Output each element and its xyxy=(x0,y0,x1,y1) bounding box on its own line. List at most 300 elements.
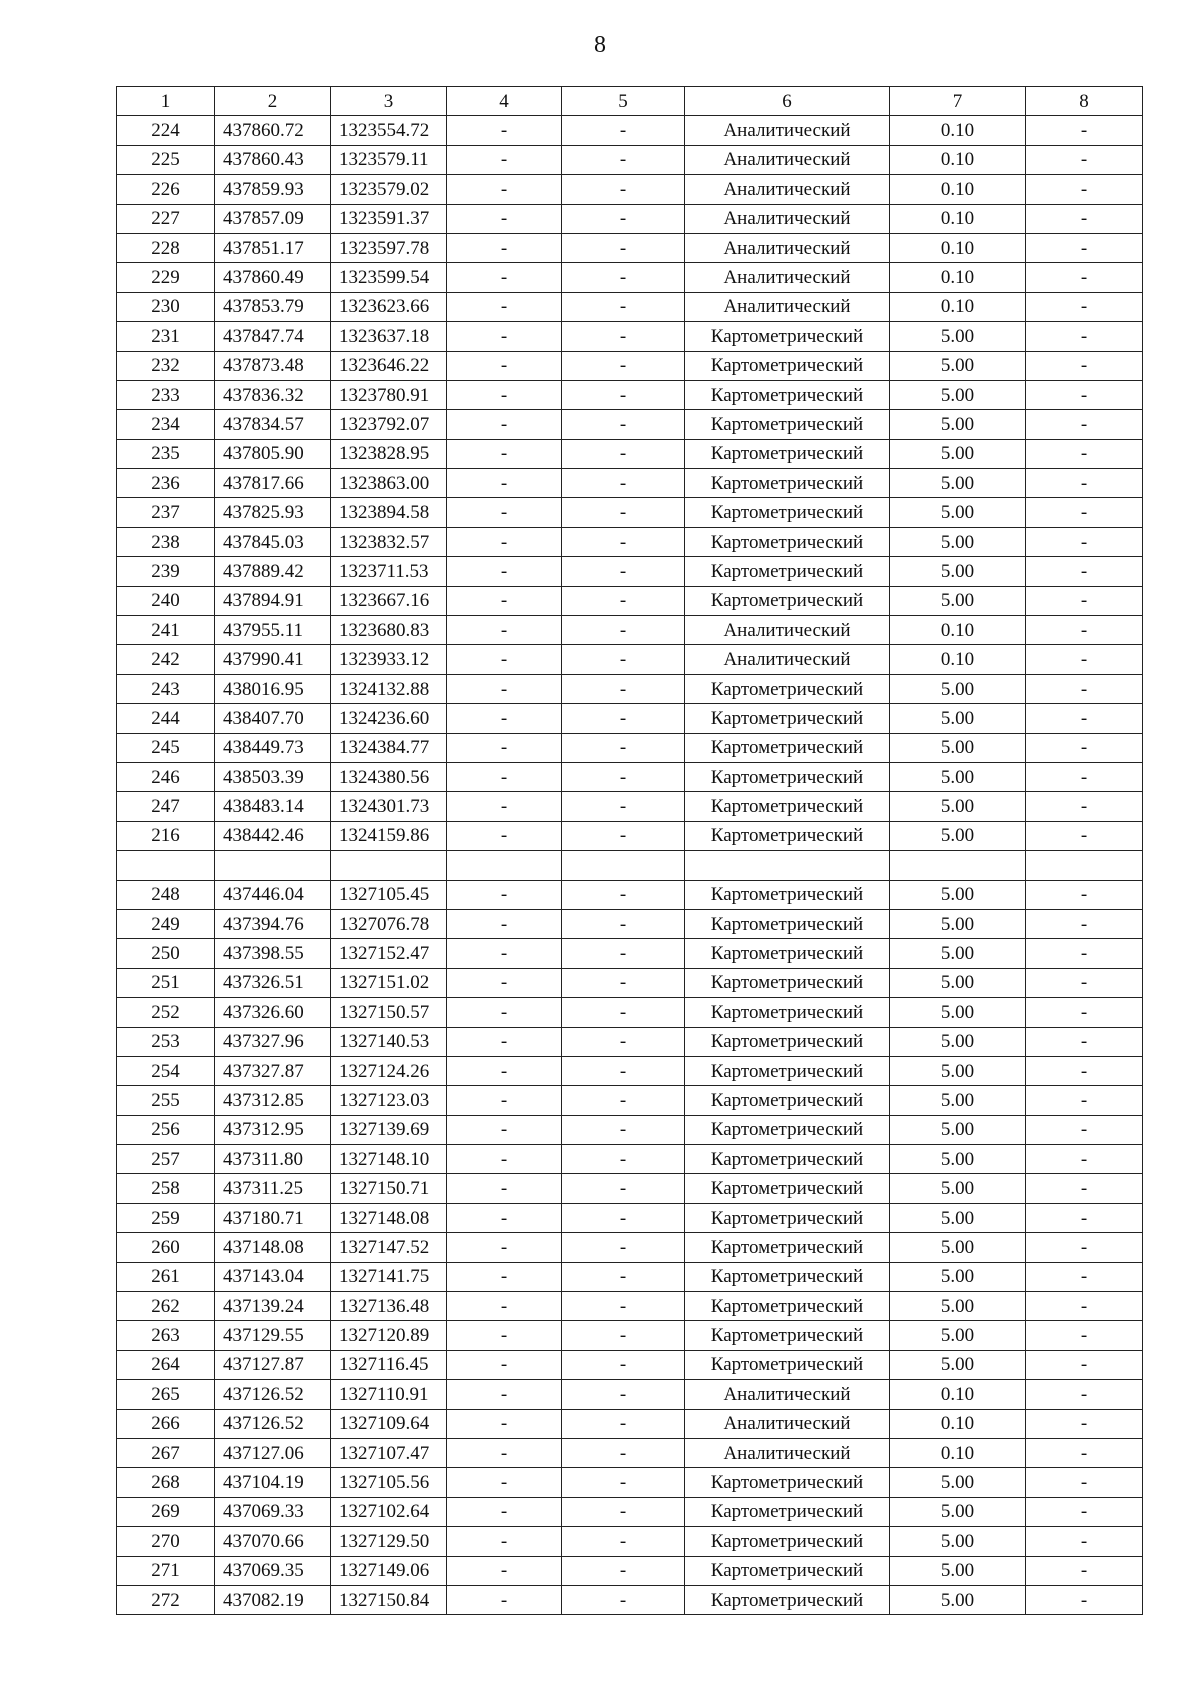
y-coordinate-cell: 1327151.02 xyxy=(331,968,447,997)
col5-value-cell: - xyxy=(562,175,685,204)
col5-value-cell: - xyxy=(562,733,685,762)
y-coordinate-cell: 1324132.88 xyxy=(331,674,447,703)
method-cell: Аналитический xyxy=(685,175,890,204)
x-coordinate-cell: 437860.72 xyxy=(215,116,331,145)
accuracy-cell: 5.00 xyxy=(890,1086,1026,1115)
y-coordinate-cell: 1327107.47 xyxy=(331,1438,447,1467)
col8-value-cell: - xyxy=(1026,380,1143,409)
col5-value-cell: - xyxy=(562,410,685,439)
y-coordinate-cell: 1327152.47 xyxy=(331,939,447,968)
method-cell: Картометрический xyxy=(685,1292,890,1321)
header-cell: 1 xyxy=(117,87,215,116)
table-row xyxy=(117,410,1143,439)
table-row xyxy=(117,733,1143,762)
accuracy-cell: 5.00 xyxy=(890,1027,1026,1056)
x-coordinate-cell: 437805.90 xyxy=(215,439,331,468)
x-coordinate-cell: 437825.93 xyxy=(215,498,331,527)
point-number-cell: 258 xyxy=(117,1174,215,1203)
point-number-cell: 255 xyxy=(117,1086,215,1115)
col4-value-cell: - xyxy=(447,1115,562,1144)
col5-value-cell: - xyxy=(562,439,685,468)
col8-value-cell xyxy=(1026,851,1143,880)
accuracy-cell: 5.00 xyxy=(890,762,1026,791)
header-cell: 4 xyxy=(447,87,562,116)
method-cell: Картометрический xyxy=(685,792,890,821)
point-number-cell: 229 xyxy=(117,263,215,292)
col4-value-cell xyxy=(447,851,562,880)
x-coordinate-cell: 437148.08 xyxy=(215,1233,331,1262)
x-coordinate-cell: 437853.79 xyxy=(215,292,331,321)
col5-value-cell: - xyxy=(562,1145,685,1174)
x-coordinate-cell: 437070.66 xyxy=(215,1527,331,1556)
method-cell: Картометрический xyxy=(685,1321,890,1350)
col8-value-cell: - xyxy=(1026,762,1143,791)
col4-value-cell: - xyxy=(447,1086,562,1115)
col4-value-cell: - xyxy=(447,704,562,733)
accuracy-cell: 5.00 xyxy=(890,322,1026,351)
point-number-cell: 234 xyxy=(117,410,215,439)
col4-value-cell: - xyxy=(447,998,562,1027)
col5-value-cell: - xyxy=(562,145,685,174)
accuracy-cell: 5.00 xyxy=(890,557,1026,586)
accuracy-cell: 5.00 xyxy=(890,1527,1026,1556)
col8-value-cell: - xyxy=(1026,1468,1143,1497)
col4-value-cell: - xyxy=(447,1409,562,1438)
method-cell: Картометрический xyxy=(685,351,890,380)
col8-value-cell: - xyxy=(1026,1056,1143,1085)
col5-value-cell: - xyxy=(562,1027,685,1056)
col5-value-cell: - xyxy=(562,968,685,997)
y-coordinate-cell: 1327140.53 xyxy=(331,1027,447,1056)
x-coordinate-cell: 438016.95 xyxy=(215,674,331,703)
point-number-cell: 225 xyxy=(117,145,215,174)
y-coordinate-cell: 1324159.86 xyxy=(331,821,447,850)
col5-value-cell: - xyxy=(562,380,685,409)
x-coordinate-cell: 437069.33 xyxy=(215,1497,331,1526)
method-cell: Картометрический xyxy=(685,1350,890,1379)
coordinates-table xyxy=(116,86,1143,1615)
point-number-cell xyxy=(117,851,215,880)
y-coordinate-cell: 1327136.48 xyxy=(331,1292,447,1321)
col8-value-cell: - xyxy=(1026,880,1143,909)
accuracy-cell: 5.00 xyxy=(890,586,1026,615)
x-coordinate-cell: 437312.85 xyxy=(215,1086,331,1115)
col8-value-cell: - xyxy=(1026,351,1143,380)
y-coordinate-cell: 1327109.64 xyxy=(331,1409,447,1438)
col4-value-cell: - xyxy=(447,1350,562,1379)
x-coordinate-cell: 437311.25 xyxy=(215,1174,331,1203)
col4-value-cell: - xyxy=(447,498,562,527)
col4-value-cell: - xyxy=(447,792,562,821)
table-row xyxy=(117,586,1143,615)
accuracy-cell: 5.00 xyxy=(890,1497,1026,1526)
table-header xyxy=(117,87,1143,116)
y-coordinate-cell: 1327141.75 xyxy=(331,1262,447,1291)
col5-value-cell: - xyxy=(562,1203,685,1232)
accuracy-cell: 0.10 xyxy=(890,233,1026,262)
method-cell: Картометрический xyxy=(685,909,890,938)
method-cell: Картометрический xyxy=(685,1056,890,1085)
y-coordinate-cell: 1323554.72 xyxy=(331,116,447,145)
col4-value-cell: - xyxy=(447,557,562,586)
method-cell: Картометрический xyxy=(685,1262,890,1291)
accuracy-cell: 5.00 xyxy=(890,733,1026,762)
col4-value-cell: - xyxy=(447,939,562,968)
table-row xyxy=(117,1027,1143,1056)
x-coordinate-cell: 437860.49 xyxy=(215,263,331,292)
method-cell: Аналитический xyxy=(685,645,890,674)
col5-value-cell: - xyxy=(562,909,685,938)
table-row xyxy=(117,1350,1143,1379)
col5-value-cell: - xyxy=(562,1556,685,1585)
col8-value-cell: - xyxy=(1026,469,1143,498)
col5-value-cell: - xyxy=(562,674,685,703)
col5-value-cell: - xyxy=(562,1086,685,1115)
y-coordinate-cell: 1327124.26 xyxy=(331,1056,447,1085)
col8-value-cell: - xyxy=(1026,175,1143,204)
col5-value-cell: - xyxy=(562,204,685,233)
col5-value-cell: - xyxy=(562,498,685,527)
accuracy-cell: 5.00 xyxy=(890,909,1026,938)
accuracy-cell: 0.10 xyxy=(890,616,1026,645)
method-cell: Картометрический xyxy=(685,762,890,791)
accuracy-cell: 5.00 xyxy=(890,968,1026,997)
method-cell: Картометрический xyxy=(685,998,890,1027)
x-coordinate-cell: 437398.55 xyxy=(215,939,331,968)
point-number-cell: 243 xyxy=(117,674,215,703)
accuracy-cell: 5.00 xyxy=(890,1145,1026,1174)
point-number-cell: 270 xyxy=(117,1527,215,1556)
table-row xyxy=(117,939,1143,968)
col8-value-cell: - xyxy=(1026,1321,1143,1350)
point-number-cell: 230 xyxy=(117,292,215,321)
col5-value-cell: - xyxy=(562,527,685,556)
method-cell: Аналитический xyxy=(685,1438,890,1467)
col4-value-cell: - xyxy=(447,1556,562,1585)
col4-value-cell: - xyxy=(447,821,562,850)
col8-value-cell: - xyxy=(1026,439,1143,468)
method-cell: Картометрический xyxy=(685,1203,890,1232)
table-row xyxy=(117,292,1143,321)
accuracy-cell: 5.00 xyxy=(890,469,1026,498)
header-cell: 8 xyxy=(1026,87,1143,116)
col8-value-cell: - xyxy=(1026,1174,1143,1203)
accuracy-cell: 5.00 xyxy=(890,704,1026,733)
col4-value-cell: - xyxy=(447,233,562,262)
method-cell xyxy=(685,851,890,880)
col5-value-cell xyxy=(562,851,685,880)
y-coordinate-cell: 1327148.10 xyxy=(331,1145,447,1174)
x-coordinate-cell: 437327.87 xyxy=(215,1056,331,1085)
col8-value-cell: - xyxy=(1026,527,1143,556)
table-row xyxy=(117,1497,1143,1526)
x-coordinate-cell xyxy=(215,851,331,880)
x-coordinate-cell: 437894.91 xyxy=(215,586,331,615)
col5-value-cell: - xyxy=(562,1174,685,1203)
table-row xyxy=(117,1292,1143,1321)
col4-value-cell: - xyxy=(447,1380,562,1409)
table-row xyxy=(117,645,1143,674)
col8-value-cell: - xyxy=(1026,1527,1143,1556)
point-number-cell: 240 xyxy=(117,586,215,615)
accuracy-cell: 5.00 xyxy=(890,1174,1026,1203)
x-coordinate-cell: 437127.06 xyxy=(215,1438,331,1467)
method-cell: Картометрический xyxy=(685,880,890,909)
point-number-cell: 227 xyxy=(117,204,215,233)
method-cell: Картометрический xyxy=(685,527,890,556)
method-cell: Картометрический xyxy=(685,1086,890,1115)
col5-value-cell: - xyxy=(562,1262,685,1291)
point-number-cell: 261 xyxy=(117,1262,215,1291)
y-coordinate-cell: 1327139.69 xyxy=(331,1115,447,1144)
col4-value-cell: - xyxy=(447,175,562,204)
accuracy-cell: 0.10 xyxy=(890,1380,1026,1409)
method-cell: Картометрический xyxy=(685,939,890,968)
point-number-cell: 271 xyxy=(117,1556,215,1585)
point-number-cell: 252 xyxy=(117,998,215,1027)
col8-value-cell: - xyxy=(1026,792,1143,821)
accuracy-cell: 5.00 xyxy=(890,998,1026,1027)
col5-value-cell: - xyxy=(562,1321,685,1350)
y-coordinate-cell: 1327120.89 xyxy=(331,1321,447,1350)
col4-value-cell: - xyxy=(447,1056,562,1085)
col8-value-cell: - xyxy=(1026,263,1143,292)
table-row xyxy=(117,1174,1143,1203)
table-row xyxy=(117,1145,1143,1174)
x-coordinate-cell: 437082.19 xyxy=(215,1585,331,1614)
col5-value-cell: - xyxy=(562,1409,685,1438)
accuracy-cell: 0.10 xyxy=(890,145,1026,174)
point-number-cell: 259 xyxy=(117,1203,215,1232)
accuracy-cell: 0.10 xyxy=(890,175,1026,204)
y-coordinate-cell: 1323646.22 xyxy=(331,351,447,380)
col5-value-cell: - xyxy=(562,1497,685,1526)
col4-value-cell: - xyxy=(447,439,562,468)
x-coordinate-cell: 438449.73 xyxy=(215,733,331,762)
y-coordinate-cell: 1327150.57 xyxy=(331,998,447,1027)
table-row xyxy=(117,557,1143,586)
col8-value-cell: - xyxy=(1026,1027,1143,1056)
point-number-cell: 254 xyxy=(117,1056,215,1085)
method-cell: Аналитический xyxy=(685,233,890,262)
col5-value-cell: - xyxy=(562,1438,685,1467)
accuracy-cell: 5.00 xyxy=(890,380,1026,409)
method-cell: Картометрический xyxy=(685,733,890,762)
accuracy-cell: 5.00 xyxy=(890,1056,1026,1085)
col4-value-cell: - xyxy=(447,674,562,703)
table-row xyxy=(117,1527,1143,1556)
method-cell: Картометрический xyxy=(685,1585,890,1614)
method-cell: Картометрический xyxy=(685,1027,890,1056)
header-cell: 2 xyxy=(215,87,331,116)
x-coordinate-cell: 437446.04 xyxy=(215,880,331,909)
y-coordinate-cell: 1323579.02 xyxy=(331,175,447,204)
col8-value-cell: - xyxy=(1026,733,1143,762)
header-cell: 3 xyxy=(331,87,447,116)
accuracy-cell: 5.00 xyxy=(890,821,1026,850)
col5-value-cell: - xyxy=(562,998,685,1027)
header-row xyxy=(117,87,1143,116)
y-coordinate-cell: 1323667.16 xyxy=(331,586,447,615)
page-number: 8 xyxy=(594,32,606,58)
method-cell: Картометрический xyxy=(685,1174,890,1203)
y-coordinate-cell xyxy=(331,851,447,880)
point-number-cell: 267 xyxy=(117,1438,215,1467)
accuracy-cell xyxy=(890,851,1026,880)
point-number-cell: 242 xyxy=(117,645,215,674)
header-cell: 7 xyxy=(890,87,1026,116)
method-cell: Картометрический xyxy=(685,704,890,733)
col8-value-cell: - xyxy=(1026,704,1143,733)
col5-value-cell: - xyxy=(562,1380,685,1409)
col8-value-cell: - xyxy=(1026,145,1143,174)
col8-value-cell: - xyxy=(1026,1497,1143,1526)
accuracy-cell: 0.10 xyxy=(890,645,1026,674)
x-coordinate-cell: 437327.96 xyxy=(215,1027,331,1056)
accuracy-cell: 5.00 xyxy=(890,1321,1026,1350)
col4-value-cell: - xyxy=(447,263,562,292)
y-coordinate-cell: 1323637.18 xyxy=(331,322,447,351)
y-coordinate-cell: 1327105.45 xyxy=(331,880,447,909)
method-cell: Картометрический xyxy=(685,1115,890,1144)
col4-value-cell: - xyxy=(447,351,562,380)
col8-value-cell: - xyxy=(1026,1292,1143,1321)
x-coordinate-cell: 437180.71 xyxy=(215,1203,331,1232)
col4-value-cell: - xyxy=(447,1292,562,1321)
col8-value-cell: - xyxy=(1026,1585,1143,1614)
accuracy-cell: 5.00 xyxy=(890,1468,1026,1497)
col5-value-cell: - xyxy=(562,1350,685,1379)
table-row xyxy=(117,233,1143,262)
table-row xyxy=(117,498,1143,527)
point-number-cell: 228 xyxy=(117,233,215,262)
x-coordinate-cell: 437817.66 xyxy=(215,469,331,498)
x-coordinate-cell: 437955.11 xyxy=(215,616,331,645)
y-coordinate-cell: 1327150.71 xyxy=(331,1174,447,1203)
method-cell: Картометрический xyxy=(685,1527,890,1556)
x-coordinate-cell: 437845.03 xyxy=(215,527,331,556)
col5-value-cell: - xyxy=(562,1292,685,1321)
point-number-cell: 237 xyxy=(117,498,215,527)
col4-value-cell: - xyxy=(447,1438,562,1467)
y-coordinate-cell: 1327116.45 xyxy=(331,1350,447,1379)
table-row xyxy=(117,116,1143,145)
accuracy-cell: 5.00 xyxy=(890,1292,1026,1321)
col4-value-cell: - xyxy=(447,527,562,556)
col8-value-cell: - xyxy=(1026,674,1143,703)
accuracy-cell: 5.00 xyxy=(890,1203,1026,1232)
y-coordinate-cell: 1323579.11 xyxy=(331,145,447,174)
col5-value-cell: - xyxy=(562,704,685,733)
col5-value-cell: - xyxy=(562,762,685,791)
col8-value-cell: - xyxy=(1026,1086,1143,1115)
accuracy-cell: 0.10 xyxy=(890,1409,1026,1438)
x-coordinate-cell: 437139.24 xyxy=(215,1292,331,1321)
y-coordinate-cell: 1327148.08 xyxy=(331,1203,447,1232)
table-row xyxy=(117,175,1143,204)
x-coordinate-cell: 437836.32 xyxy=(215,380,331,409)
col8-value-cell: - xyxy=(1026,1115,1143,1144)
accuracy-cell: 0.10 xyxy=(890,204,1026,233)
x-coordinate-cell: 437326.51 xyxy=(215,968,331,997)
x-coordinate-cell: 438442.46 xyxy=(215,821,331,850)
y-coordinate-cell: 1323828.95 xyxy=(331,439,447,468)
x-coordinate-cell: 437847.74 xyxy=(215,322,331,351)
x-coordinate-cell: 437859.93 xyxy=(215,175,331,204)
x-coordinate-cell: 437126.52 xyxy=(215,1380,331,1409)
col5-value-cell: - xyxy=(562,1233,685,1262)
col8-value-cell: - xyxy=(1026,1350,1143,1379)
accuracy-cell: 5.00 xyxy=(890,1350,1026,1379)
col4-value-cell: - xyxy=(447,1027,562,1056)
col8-value-cell: - xyxy=(1026,1556,1143,1585)
col5-value-cell: - xyxy=(562,1527,685,1556)
table-row xyxy=(117,1468,1143,1497)
x-coordinate-cell: 437311.80 xyxy=(215,1145,331,1174)
y-coordinate-cell: 1327150.84 xyxy=(331,1585,447,1614)
y-coordinate-cell: 1327149.06 xyxy=(331,1556,447,1585)
accuracy-cell: 5.00 xyxy=(890,527,1026,556)
accuracy-cell: 5.00 xyxy=(890,1233,1026,1262)
col5-value-cell: - xyxy=(562,233,685,262)
accuracy-cell: 5.00 xyxy=(890,410,1026,439)
x-coordinate-cell: 438483.14 xyxy=(215,792,331,821)
y-coordinate-cell: 1323933.12 xyxy=(331,645,447,674)
col5-value-cell: - xyxy=(562,792,685,821)
col4-value-cell: - xyxy=(447,322,562,351)
method-cell: Картометрический xyxy=(685,586,890,615)
method-cell: Картометрический xyxy=(685,498,890,527)
accuracy-cell: 5.00 xyxy=(890,439,1026,468)
col5-value-cell: - xyxy=(562,116,685,145)
table-row xyxy=(117,1380,1143,1409)
accuracy-cell: 5.00 xyxy=(890,792,1026,821)
col4-value-cell: - xyxy=(447,645,562,674)
accuracy-cell: 5.00 xyxy=(890,880,1026,909)
header-cell: 5 xyxy=(562,87,685,116)
point-number-cell: 248 xyxy=(117,880,215,909)
x-coordinate-cell: 437857.09 xyxy=(215,204,331,233)
col5-value-cell: - xyxy=(562,586,685,615)
col4-value-cell: - xyxy=(447,1468,562,1497)
y-coordinate-cell: 1323863.00 xyxy=(331,469,447,498)
col8-value-cell: - xyxy=(1026,939,1143,968)
y-coordinate-cell: 1323711.53 xyxy=(331,557,447,586)
col8-value-cell: - xyxy=(1026,821,1143,850)
table-row xyxy=(117,968,1143,997)
point-number-cell: 263 xyxy=(117,1321,215,1350)
point-number-cell: 232 xyxy=(117,351,215,380)
method-cell: Картометрический xyxy=(685,674,890,703)
y-coordinate-cell: 1327102.64 xyxy=(331,1497,447,1526)
col4-value-cell: - xyxy=(447,909,562,938)
table-row xyxy=(117,1086,1143,1115)
accuracy-cell: 0.10 xyxy=(890,263,1026,292)
point-number-cell: 264 xyxy=(117,1350,215,1379)
col4-value-cell: - xyxy=(447,1321,562,1350)
col5-value-cell: - xyxy=(562,263,685,292)
y-coordinate-cell: 1323680.83 xyxy=(331,616,447,645)
col4-value-cell: - xyxy=(447,1527,562,1556)
table-row xyxy=(117,1262,1143,1291)
method-cell: Картометрический xyxy=(685,557,890,586)
col8-value-cell: - xyxy=(1026,204,1143,233)
col4-value-cell: - xyxy=(447,410,562,439)
table-row xyxy=(117,1556,1143,1585)
x-coordinate-cell: 437326.60 xyxy=(215,998,331,1027)
point-number-cell: 265 xyxy=(117,1380,215,1409)
x-coordinate-cell: 437889.42 xyxy=(215,557,331,586)
